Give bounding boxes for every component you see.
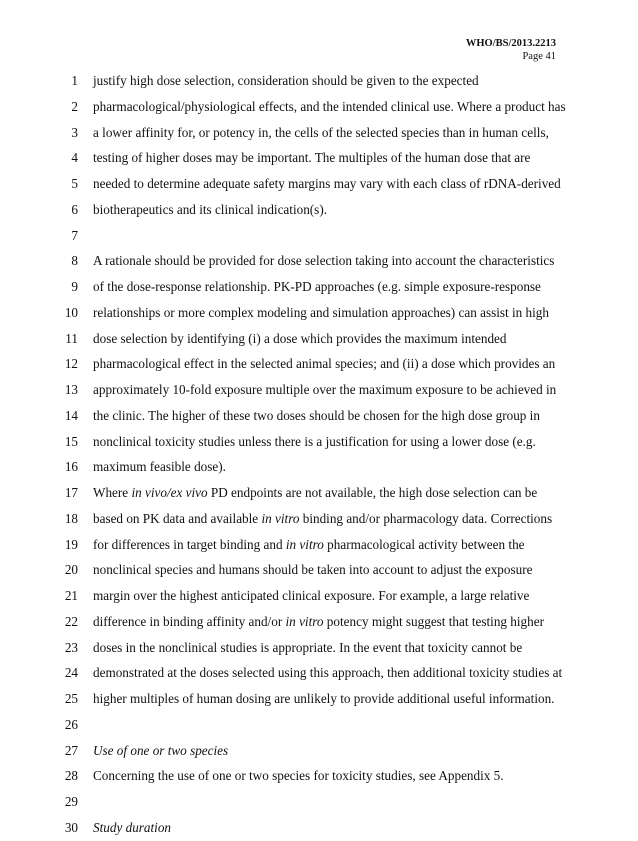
line-text xyxy=(93,429,536,455)
text-line xyxy=(0,300,638,326)
line-text xyxy=(93,815,171,841)
text-segment: maximum feasible dose). xyxy=(93,459,226,475)
text-segment: of the dose-response relationship. PK-PD approaches (e.g. simple exposure-response xyxy=(93,279,541,294)
line-number: 14 xyxy=(64,407,78,423)
line-number: 3 xyxy=(71,124,78,140)
text-segment: difference in binding affinity and/or xyxy=(93,613,286,629)
text-segment: Where xyxy=(93,485,132,500)
page-header xyxy=(466,37,556,63)
line-text xyxy=(93,403,540,429)
line-text xyxy=(93,686,554,712)
line-text xyxy=(93,377,556,403)
text-segment: margin over the highest anticipated clinical exposure. For example, a large relative xyxy=(93,588,530,603)
text-line xyxy=(0,557,638,583)
line-number: 21 xyxy=(64,588,78,603)
text-line xyxy=(0,480,638,506)
text-line xyxy=(0,274,638,300)
line-number: 9 xyxy=(71,279,78,294)
line-number: 23 xyxy=(64,639,78,655)
line-number: 28 xyxy=(64,768,78,784)
text-segment: justify high dose selection, consideration should be given to the expected xyxy=(93,73,479,88)
italic-text-segment: in vitro xyxy=(285,613,324,629)
text-segment: for differences in target binding and xyxy=(93,536,286,552)
text-segment: a lower affinity for, or potency in, the cells of the selected species than in human cells, xyxy=(93,124,549,140)
text-line xyxy=(0,403,638,429)
line-number: 27 xyxy=(64,742,78,758)
line-text xyxy=(93,326,506,352)
line-text xyxy=(93,454,226,480)
text-segment: approximately 10-fold exposure multiple over the maximum exposure to be achieved in xyxy=(93,382,557,397)
text-segment: nonclinical species and humans should be taken into account to adjust the exposure xyxy=(93,562,533,578)
line-number: 18 xyxy=(64,510,78,526)
text-segment: relationships or more complex modeling and simulation approaches) can assist in high xyxy=(93,304,549,320)
line-text xyxy=(93,94,566,120)
line-text xyxy=(93,274,541,300)
line-number: 12 xyxy=(64,356,78,372)
line-number: 6 xyxy=(71,201,78,217)
line-number: 8 xyxy=(71,253,78,269)
line-text xyxy=(93,763,504,789)
line-text xyxy=(93,197,327,223)
line-text xyxy=(93,583,529,609)
text-segment: potency might suggest that testing higher xyxy=(323,613,544,629)
line-text xyxy=(93,248,554,274)
text-segment: A rationale should be provided for dose selection taking into account the characteristics xyxy=(93,253,555,269)
line-text xyxy=(93,738,228,764)
line-text xyxy=(93,68,479,94)
text-segment: doses in the nonclinical studies is appropriate. In the event that toxicity cannot be xyxy=(93,639,523,655)
line-number: 1 xyxy=(71,73,78,88)
text-line xyxy=(0,171,638,197)
line-number: 25 xyxy=(64,691,78,706)
text-segment: PD endpoints are not available, the high dose selection can be xyxy=(207,485,538,500)
text-line xyxy=(0,763,638,789)
italic-text-segment: Study duration xyxy=(93,819,172,835)
text-line xyxy=(0,686,638,712)
line-number: 26 xyxy=(64,716,78,732)
text-line xyxy=(0,583,638,609)
line-text xyxy=(93,557,532,583)
text-segment: based on PK data and available xyxy=(93,510,262,526)
text-line xyxy=(0,454,638,480)
line-text xyxy=(93,351,555,377)
line-text xyxy=(93,506,552,532)
line-number: 7 xyxy=(71,227,78,243)
text-segment: Concerning the use of one or two species for toxicity studies, see Appendix 5. xyxy=(93,768,504,784)
text-segment: pharmacological/physiological effects, and the intended clinical use. Where a product has xyxy=(93,98,566,114)
text-line xyxy=(0,326,638,352)
line-number: 5 xyxy=(71,176,78,191)
line-text xyxy=(93,300,549,326)
text-line xyxy=(0,712,638,738)
text-line xyxy=(0,635,638,661)
italic-text-segment: in vitro xyxy=(261,510,300,526)
line-number: 15 xyxy=(64,433,78,449)
text-line xyxy=(0,429,638,455)
line-number: 2 xyxy=(71,98,78,114)
line-number: 30 xyxy=(64,819,78,835)
text-line xyxy=(0,660,638,686)
line-text xyxy=(93,120,549,146)
text-line xyxy=(0,197,638,223)
text-line xyxy=(0,145,638,171)
page-number: Page 41 xyxy=(522,51,556,62)
line-number: 19 xyxy=(64,536,78,552)
text-line xyxy=(0,351,638,377)
line-number: 10 xyxy=(64,304,78,320)
line-text xyxy=(93,609,544,635)
line-text xyxy=(93,171,561,197)
text-line xyxy=(0,506,638,532)
text-line xyxy=(0,120,638,146)
text-segment: pharmacological activity between the xyxy=(323,536,525,552)
text-segment: the clinic. The higher of these two doses should be chosen for the high dose group in xyxy=(93,407,540,423)
italic-text-segment: Use of one or two species xyxy=(93,742,229,758)
text-line xyxy=(0,738,638,764)
text-line xyxy=(0,223,638,249)
text-segment: needed to determine adequate safety margins may vary with each class of rDNA-derived xyxy=(93,176,561,191)
text-line xyxy=(0,815,638,841)
text-line xyxy=(0,789,638,815)
line-text xyxy=(93,635,522,661)
italic-text-segment: in vivo/ex vivo xyxy=(131,485,208,500)
line-text xyxy=(93,660,562,686)
text-segment: dose selection by identifying (i) a dose which provides the maximum intended xyxy=(93,330,507,346)
text-line xyxy=(0,532,638,558)
line-number: 4 xyxy=(71,150,78,166)
line-number: 29 xyxy=(64,794,78,809)
line-number: 13 xyxy=(64,382,78,397)
text-segment: pharmacological effect in the selected animal species; and (ii) a dose which provides an xyxy=(93,356,556,372)
italic-text-segment: in vitro xyxy=(285,536,324,552)
line-number: 17 xyxy=(64,485,78,500)
text-segment: higher multiples of human dosing are unlikely to provide additional useful information. xyxy=(93,691,555,706)
text-line xyxy=(0,609,638,635)
line-number: 20 xyxy=(64,562,78,578)
text-line xyxy=(0,94,638,120)
document-id: WHO/BS/2013.2213 xyxy=(465,38,556,49)
line-number: 22 xyxy=(64,613,78,629)
text-line xyxy=(0,68,638,94)
line-text xyxy=(93,145,530,171)
text-segment: nonclinical toxicity studies unless there is a justification for using a lower dose (e.g. xyxy=(93,433,536,449)
text-segment: binding and/or pharmacology data. Corrections xyxy=(299,510,553,526)
text-line xyxy=(0,377,638,403)
text-segment: testing of higher doses may be important. The multiples of the human dose that are xyxy=(93,150,531,166)
line-text xyxy=(93,480,537,506)
document-body xyxy=(0,68,638,841)
text-segment: biotherapeutics and its clinical indication(s). xyxy=(93,201,328,217)
line-number: 24 xyxy=(64,665,78,681)
line-number: 11 xyxy=(65,330,78,346)
line-number: 16 xyxy=(64,459,78,475)
text-line xyxy=(0,248,638,274)
text-segment: demonstrated at the doses selected using this approach, then additional toxicity studies at xyxy=(93,665,563,681)
line-text xyxy=(93,532,525,558)
